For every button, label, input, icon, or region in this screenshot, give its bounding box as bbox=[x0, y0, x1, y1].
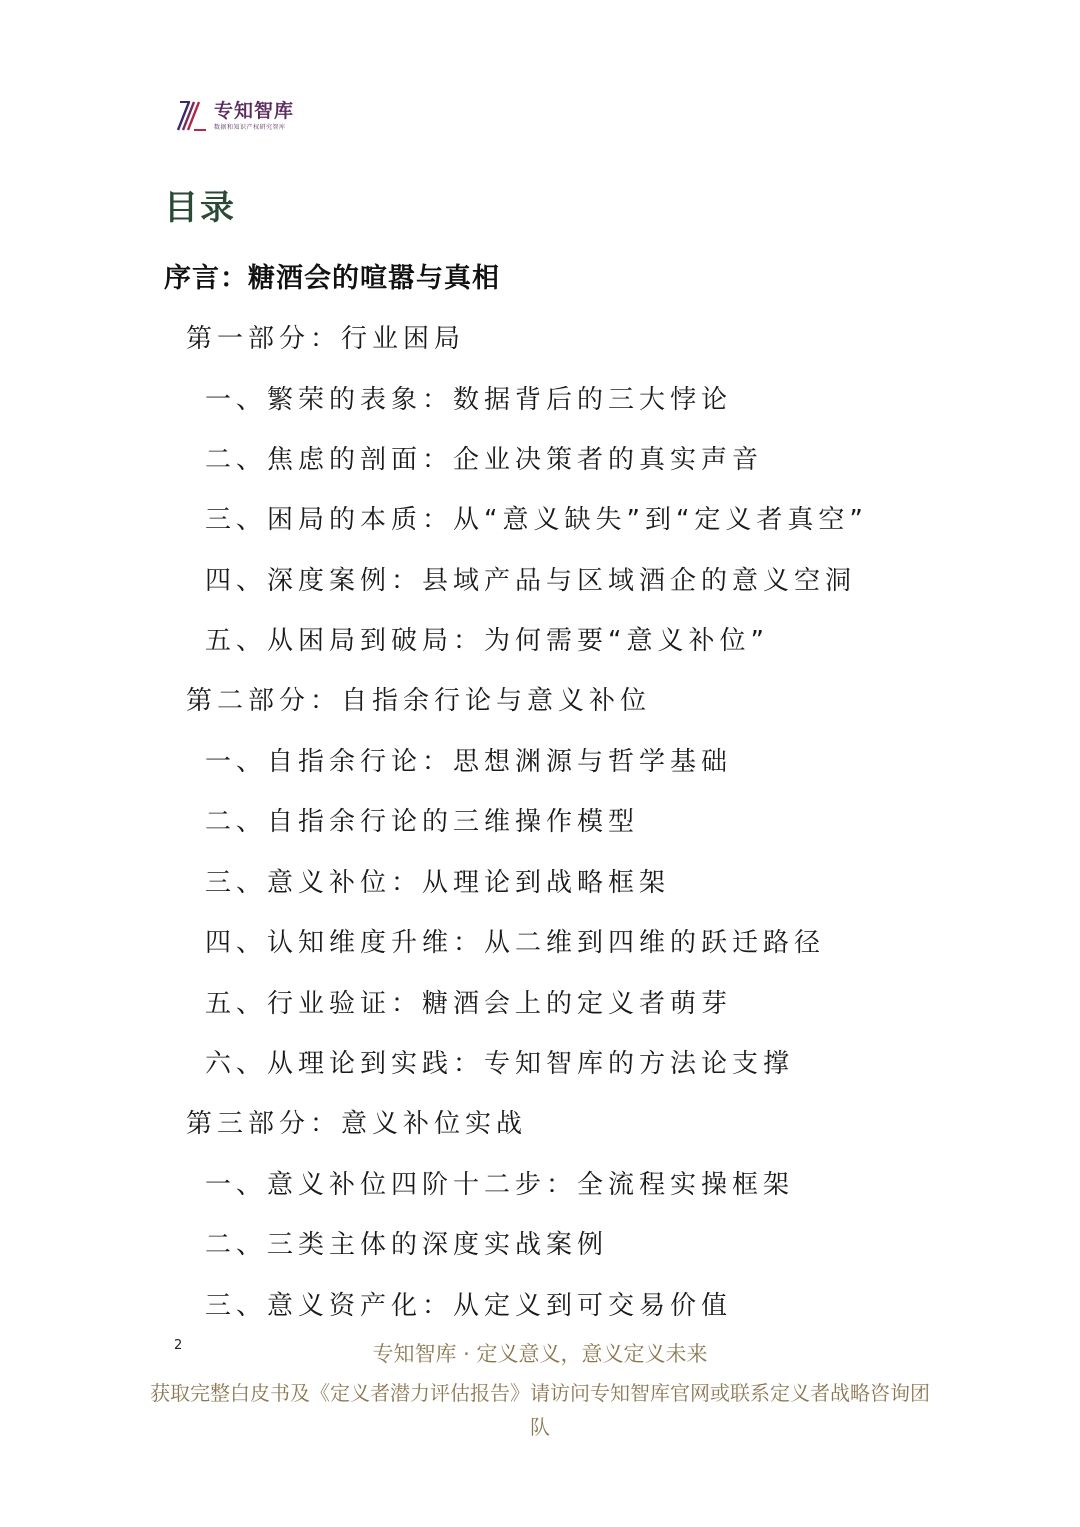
toc-item: 四、深度案例：县域产品与区域酒企的意义空洞 bbox=[205, 566, 857, 596]
brand-logo bbox=[176, 100, 294, 132]
toc-item: 一、繁荣的表象：数据背后的三大悖论 bbox=[205, 385, 733, 415]
toc-item: 四、认知维度升维：从二维到四维的跃迁路径 bbox=[205, 928, 826, 958]
footer-slogan: 专知智库 · 定义意义，意义定义未来 bbox=[372, 1342, 708, 1366]
toc-preface: 序言：糖酒会的喧嚣与真相 bbox=[164, 263, 500, 294]
footer-cta: 获取完整白皮书及《定义者潜力评估报告》请访问专知智库官网或联系定义者战略咨询团队 bbox=[150, 1381, 930, 1439]
brand-mark-icon bbox=[176, 100, 208, 132]
toc-item: 三、意义补位：从理论到战略框架 bbox=[205, 868, 671, 898]
toc-item: 六、从理论到实践：专知智库的方法论支撑 bbox=[205, 1049, 795, 1079]
toc-item: 一、意义补位四阶十二步：全流程实操框架 bbox=[205, 1170, 795, 1200]
toc-item: 一、自指余行论：思想渊源与哲学基础 bbox=[205, 747, 733, 777]
toc-item: 三、意义资产化：从定义到可交易价值 bbox=[205, 1291, 733, 1321]
toc-item: 五、从困局到破局：为何需要“意义补位” bbox=[205, 626, 769, 656]
toc-item: 二、三类主体的深度实战案例 bbox=[205, 1230, 609, 1260]
toc-part-1-title: 第一部分：行业困局 bbox=[186, 324, 466, 354]
brand-tagline: 数据和知识产权研究智库 bbox=[214, 123, 286, 131]
toc-part-3-title: 第三部分：意义补位实战 bbox=[186, 1109, 528, 1139]
toc-item: 三、困局的本质：从“意义缺失”到“定义者真空” bbox=[205, 505, 868, 535]
toc-item: 二、焦虑的剖面：企业决策者的真实声音 bbox=[205, 445, 764, 475]
toc-item: 二、自指余行论的三维操作模型 bbox=[205, 807, 640, 837]
page-number: 2 bbox=[174, 1338, 183, 1353]
toc-item: 五、行业验证：糖酒会上的定义者萌芽 bbox=[205, 989, 733, 1019]
brand-name: 专知智库 bbox=[214, 99, 295, 122]
page-title: 目录 bbox=[164, 188, 236, 228]
toc-part-2-title: 第二部分：自指余行论与意义补位 bbox=[186, 686, 652, 716]
